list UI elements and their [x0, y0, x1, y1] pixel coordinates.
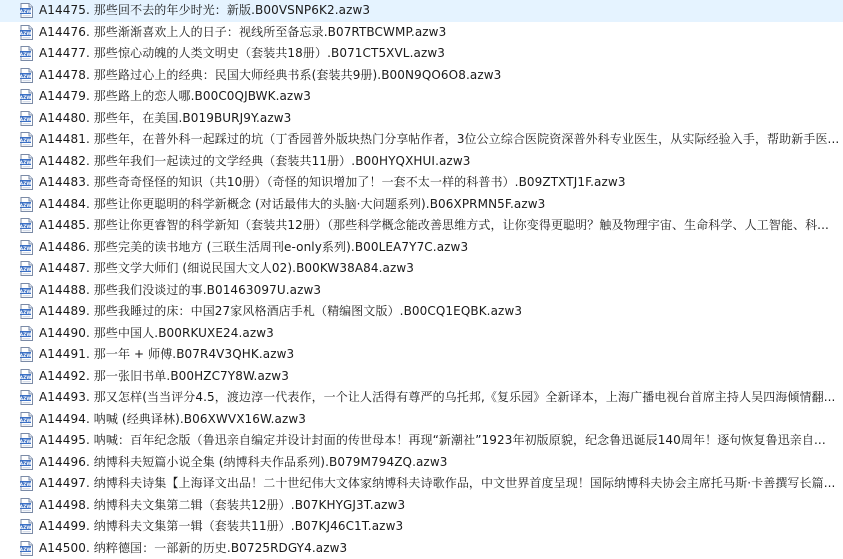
svg-text:AZW: AZW [20, 418, 31, 424]
file-row[interactable] [0, 108, 843, 130]
svg-text:AZW: AZW [20, 396, 31, 402]
azw-file-icon [20, 476, 33, 491]
file-name: A14482. 那些年我们一起读过的文学经典（套装共11册）.B00HYQXHUI.azw3 [39, 151, 843, 172]
file-row[interactable] [0, 452, 843, 474]
svg-text:AZW: AZW [20, 482, 31, 488]
file-row[interactable] [0, 495, 843, 517]
svg-text:AZW: AZW [20, 289, 31, 295]
azw-file-icon [20, 433, 33, 448]
azw-file-icon [20, 347, 33, 362]
azw-file-icon [20, 369, 33, 384]
file-row[interactable] [0, 0, 843, 22]
azw-file-icon [20, 283, 33, 298]
svg-text:AZW: AZW [20, 375, 31, 381]
file-name: A14486. 那些完美的读书地方 (三联生活周刊e-only系列).B00LEA7Y7C.azw3 [39, 237, 843, 258]
azw-file-icon [20, 390, 33, 405]
file-name: A14480. 那些年，在美国.B019BURJ9Y.azw3 [39, 108, 843, 129]
svg-text:AZW: AZW [20, 95, 31, 101]
file-row[interactable] [0, 387, 843, 409]
azw-file-icon [20, 218, 33, 233]
azw-file-icon [20, 25, 33, 40]
file-row[interactable] [0, 86, 843, 108]
svg-text:AZW: AZW [20, 504, 31, 510]
svg-text:AZW: AZW [20, 74, 31, 80]
file-row[interactable] [0, 258, 843, 280]
file-row[interactable] [0, 280, 843, 302]
svg-text:AZW: AZW [20, 203, 31, 209]
azw-file-icon [20, 3, 33, 18]
azw-file-icon [20, 154, 33, 169]
azw-file-icon [20, 304, 33, 319]
file-row[interactable] [0, 65, 843, 87]
file-name: A14490. 那些中国人.B00RKUXE24.azw3 [39, 323, 843, 344]
file-name: A14489. 那些我睡过的床：中国27家风格酒店手札（精编图文版）.B00CQ1EQBK.azw3 [39, 301, 843, 322]
svg-text:AZW: AZW [20, 52, 31, 58]
azw-file-icon [20, 240, 33, 255]
svg-text:AZW: AZW [20, 117, 31, 123]
svg-text:AZW: AZW [20, 246, 31, 252]
file-name: A14477. 那些惊心动魄的人类文明史（套装共18册）.B071CT5XVL.azw3 [39, 43, 843, 64]
azw-file-icon [20, 197, 33, 212]
azw-file-icon [20, 175, 33, 190]
svg-text:AZW: AZW [20, 547, 31, 553]
svg-text:AZW: AZW [20, 267, 31, 273]
svg-text:AZW: AZW [20, 525, 31, 531]
file-name: A14497. 纳博科夫诗集【上海译文出品！二十世纪伟大文体家纳博科夫诗歌作品，中文世界首度呈现！国际纳博科夫协会主席托马斯·卡善撰写长篇... [39, 473, 843, 494]
svg-text:AZW: AZW [20, 353, 31, 359]
azw-file-icon [20, 412, 33, 427]
file-name: A14478. 那些路过心上的经典：民国大师经典书系(套装共9册).B00N9QO6O8.azw3 [39, 65, 843, 86]
svg-text:AZW: AZW [20, 181, 31, 187]
azw-file-icon [20, 111, 33, 126]
file-row[interactable] [0, 516, 843, 538]
file-name: A14499. 纳博科夫文集第一辑（套装共11册）.B07KJ46C1T.azw3 [39, 516, 843, 537]
file-name: A14475. 那些回不去的年少时光：新版.B00VSNP6K2.azw3 [39, 0, 843, 21]
file-name: A14498. 纳博科夫文集第二辑（套装共12册）.B07KHYGJ3T.azw3 [39, 495, 843, 516]
file-name: A14484. 那些让你更聪明的科学新概念 (对话最伟大的头脑·大问题系列).B06XPRMN5F.azw3 [39, 194, 843, 215]
file-row[interactable] [0, 194, 843, 216]
azw-file-icon [20, 519, 33, 534]
file-row[interactable] [0, 323, 843, 345]
file-name: A14496. 纳博科夫短篇小说全集 (纳博科夫作品系列).B079M794ZQ.azw3 [39, 452, 843, 473]
file-row[interactable] [0, 430, 843, 452]
file-name: A14487. 那些文学大师们 (细说民国大文人02).B00KW38A84.azw3 [39, 258, 843, 279]
file-row[interactable] [0, 538, 843, 559]
azw-file-icon [20, 89, 33, 104]
azw-file-icon [20, 498, 33, 513]
file-name: A14495. 呐喊：百年纪念版（鲁迅亲自编定并设计封面的传世母本！再现“新潮社”1923年初版原貌，纪念鲁迅诞辰140周年！逐句恢复鲁迅亲自... [39, 430, 843, 451]
azw-file-icon [20, 46, 33, 61]
file-name: A14500. 纳粹德国：一部新的历史.B0725RDGY4.azw3 [39, 538, 843, 559]
azw-file-icon [20, 541, 33, 556]
file-name: A14492. 那一张旧书单.B00HZC7Y8W.azw3 [39, 366, 843, 387]
file-name: A14476. 那些渐渐喜欢上人的日子：视线所至备忘录.B07RTBCWMP.azw3 [39, 22, 843, 43]
svg-text:AZW: AZW [20, 310, 31, 316]
file-row[interactable] [0, 366, 843, 388]
file-row[interactable] [0, 129, 843, 151]
azw-file-icon [20, 326, 33, 341]
azw-file-icon [20, 261, 33, 276]
azw-file-icon [20, 68, 33, 83]
file-row[interactable] [0, 22, 843, 44]
file-row[interactable] [0, 473, 843, 495]
file-name: A14494. 呐喊 (经典译林).B06XWVX16W.azw3 [39, 409, 843, 430]
file-row[interactable] [0, 172, 843, 194]
file-name: A14485. 那些让你更睿智的科学新知（套装共12册）（那些科学概念能改善思维方式，让你变得更聪明？触及物理宇宙、生命科学、人工智能、科... [39, 215, 843, 236]
file-name: A14479. 那些路上的恋人哪.B00C0QJBWK.azw3 [39, 86, 843, 107]
file-row[interactable] [0, 237, 843, 259]
file-row[interactable] [0, 344, 843, 366]
file-row[interactable] [0, 301, 843, 323]
file-name: A14481. 那些年，在普外科一起踩过的坑（丁香园普外版块热门分享帖作者，3位公立综合医院资深普外科专业医生，从实际经验入手，帮助新手医... [39, 129, 843, 150]
azw-file-icon [20, 455, 33, 470]
file-row[interactable] [0, 409, 843, 431]
file-row[interactable] [0, 151, 843, 173]
svg-text:AZW: AZW [20, 31, 31, 37]
svg-text:AZW: AZW [20, 439, 31, 445]
svg-text:AZW: AZW [20, 224, 31, 230]
svg-text:AZW: AZW [20, 9, 31, 15]
svg-text:AZW: AZW [20, 138, 31, 144]
file-row[interactable] [0, 215, 843, 237]
file-name: A14493. 那又怎样(当当评分4.5，渡边淳一代表作，一个让人活得有尊严的乌托邦,《复乐园》全新译本，上海广播电视台首席主持人吴四海倾情翻... [39, 387, 843, 408]
file-name: A14488. 那些我们没谈过的事.B01463097U.azw3 [39, 280, 843, 301]
file-row[interactable] [0, 43, 843, 65]
file-name: A14483. 那些奇奇怪怪的知识（共10册）（奇怪的知识增加了！一套不太一样的科普书）.B09ZTXTJ1F.azw3 [39, 172, 843, 193]
svg-text:AZW: AZW [20, 332, 31, 338]
svg-text:AZW: AZW [20, 160, 31, 166]
svg-text:AZW: AZW [20, 461, 31, 467]
azw-file-icon [20, 132, 33, 147]
file-name: A14491. 那一年 + 师傅.B07R4V3QHK.azw3 [39, 344, 843, 365]
